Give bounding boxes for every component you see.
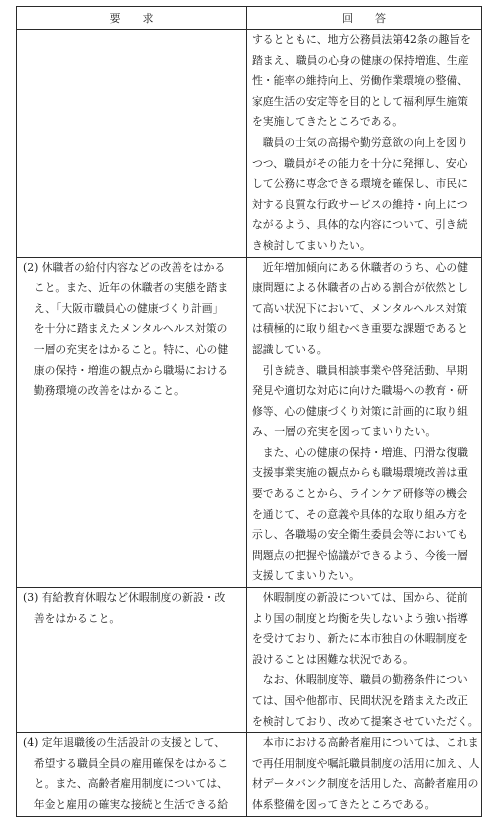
request-text-line: を十分に踏まえたメンタルヘルス対策の xyxy=(23,322,228,336)
answer-cell xyxy=(247,30,482,258)
request-text-line: と。また、高齢者雇用制度については、 xyxy=(23,777,228,791)
answer-text-line: 性・能率の維持向上、労働作業環境の整備、 xyxy=(252,74,468,88)
request-cell xyxy=(17,30,247,258)
answer-text-line: 康問題による休職者の占める割合が依然とし xyxy=(252,281,468,295)
answer-text-line: を実施してきたところである。 xyxy=(252,115,404,129)
answer-text-line: 問題点の把握や協議ができるよう、今後一層 xyxy=(252,548,468,562)
answer-text-line: 発見や適切な対応に向けた職場への教育・研 xyxy=(252,384,468,398)
request-answer-table xyxy=(16,6,482,817)
request-text-line: こと。また、近年の休職者の実態を踏ま xyxy=(23,281,229,295)
answer-text-line: て高い状況下において、メンタルヘルス対策 xyxy=(252,301,467,315)
answer-text-line: 休暇制度の新設については、国から、従前 xyxy=(252,591,468,605)
request-cell xyxy=(17,588,247,733)
answer-text-line: 修等、心の健康づくり対策に計画的に取り組 xyxy=(252,404,468,418)
answer-text-line: ては、国や他都市、民間状況を踏まえた改正 xyxy=(252,694,468,707)
answer-text-line: 引き続き、職員相談事業や啓発活動、早期 xyxy=(252,363,468,377)
answer-text-line: で再任用制度や嘱託職員制度の活用に加え、人 xyxy=(252,756,480,770)
table-row xyxy=(17,257,482,588)
answer-column-header: 回 答 xyxy=(247,7,482,30)
answer-text-line: を検討しており、改めて提案させていただく。 xyxy=(252,714,479,728)
request-text-line: 勤務環境の改善をはかること。 xyxy=(23,384,185,398)
answer-text-line: 支援事業実施の観点からも職場環境改善は重 xyxy=(252,466,468,480)
table-row xyxy=(17,30,482,258)
answer-text-line: つつ、職員がその能力を十分に発揮し、安心 xyxy=(252,156,468,170)
answer-text-line: 材データバンク制度を活用した、高齢者雇用の xyxy=(252,777,479,791)
answer-text-line: を受けており、新たに本市独自の休暇制度を xyxy=(252,632,468,646)
answer-text-line: き検討してまいりたい。 xyxy=(252,238,371,252)
request-text-line: え、「大阪市職員心の健康づくり計画」 xyxy=(23,301,224,315)
answer-text-line: 踏まえ、職員の心身の健康の保持増進、生産 xyxy=(252,53,469,67)
answer-text-line: 支援してまいりたい。 xyxy=(252,569,360,583)
answer-text-line: より国の制度と均衡を失しないよう強い指導 xyxy=(252,611,468,625)
answer-text-line: 職員の士気の高揚や勤労意欲の向上を図り xyxy=(252,135,468,149)
answer-text-line: 家庭生活の安定等を目的として福利厚生施策 xyxy=(252,94,468,108)
answer-text-line: 設けることは困難な状況である。 xyxy=(252,652,414,666)
answer-text-line: 要であることから、ラインケア研修等の機会 xyxy=(252,487,468,501)
answer-text-line: 体系整備を図ってきたところである。 xyxy=(252,797,436,811)
answer-cell xyxy=(247,257,482,588)
answer-cell xyxy=(247,588,482,733)
request-column-header: 要 求 xyxy=(17,7,247,30)
answer-text-line: 認識している。 xyxy=(252,342,328,356)
table-body xyxy=(17,30,482,817)
request-text-line: (2) 休職者の給付内容などの改善をはかる xyxy=(23,260,226,274)
table-row xyxy=(17,588,482,733)
answer-text-line: 示し、各職場の安全衛生委員会等においても xyxy=(252,528,468,542)
answer-text-line: また、心の健康の保持・増進、円滑な復職 xyxy=(252,445,468,459)
request-text-line: 一層の充実をはかること。特に、心の健 xyxy=(23,342,229,356)
request-text-line: (3) 有給教育休暇など休暇制度の新設・改 xyxy=(23,591,226,605)
answer-text-line: 本市における高齢者雇用については、これま xyxy=(252,736,479,750)
answer-text-line: 近年増加傾向にある休職者のうち、心の健 xyxy=(252,260,468,274)
answer-text-line: 対する良質な行政サービスの維持・向上につ xyxy=(252,197,468,211)
table-row xyxy=(17,733,482,816)
request-cell xyxy=(17,257,247,588)
answer-cell xyxy=(247,733,482,816)
request-text-line: (4) 定年退職後の生活設計の支援として、 xyxy=(23,736,226,750)
answer-text-line: み、一層の充実を図ってまいりたい。 xyxy=(252,425,437,439)
answer-text-line: を通じて、その意義や具体的な取り組み方を xyxy=(252,507,468,521)
request-text-line: 康の保持・増進の観点から職場における xyxy=(23,363,229,377)
request-text-line: 善をはかること。 xyxy=(23,611,121,625)
request-cell xyxy=(17,733,247,816)
answer-text-line: は積極的に取り組むべき重要な課題であると xyxy=(252,322,468,336)
request-text-line: 年金と雇用の確実な接続と生活できる給 xyxy=(23,797,229,811)
request-text-line: 希望する職員全員の雇用確保をはかるこ xyxy=(23,756,229,770)
answer-text-line: なお、休暇制度等、職員の勤務条件につい xyxy=(252,673,468,687)
answer-text-line: して公務に専念できる環境を確保し、市民に xyxy=(252,177,468,191)
table-header-row xyxy=(17,7,482,30)
answer-text-line: ながるよう、具体的な内容について、引き続 xyxy=(252,218,468,232)
answer-text-line: するとともに、地方公務員法第42条の趣旨を xyxy=(252,33,471,46)
